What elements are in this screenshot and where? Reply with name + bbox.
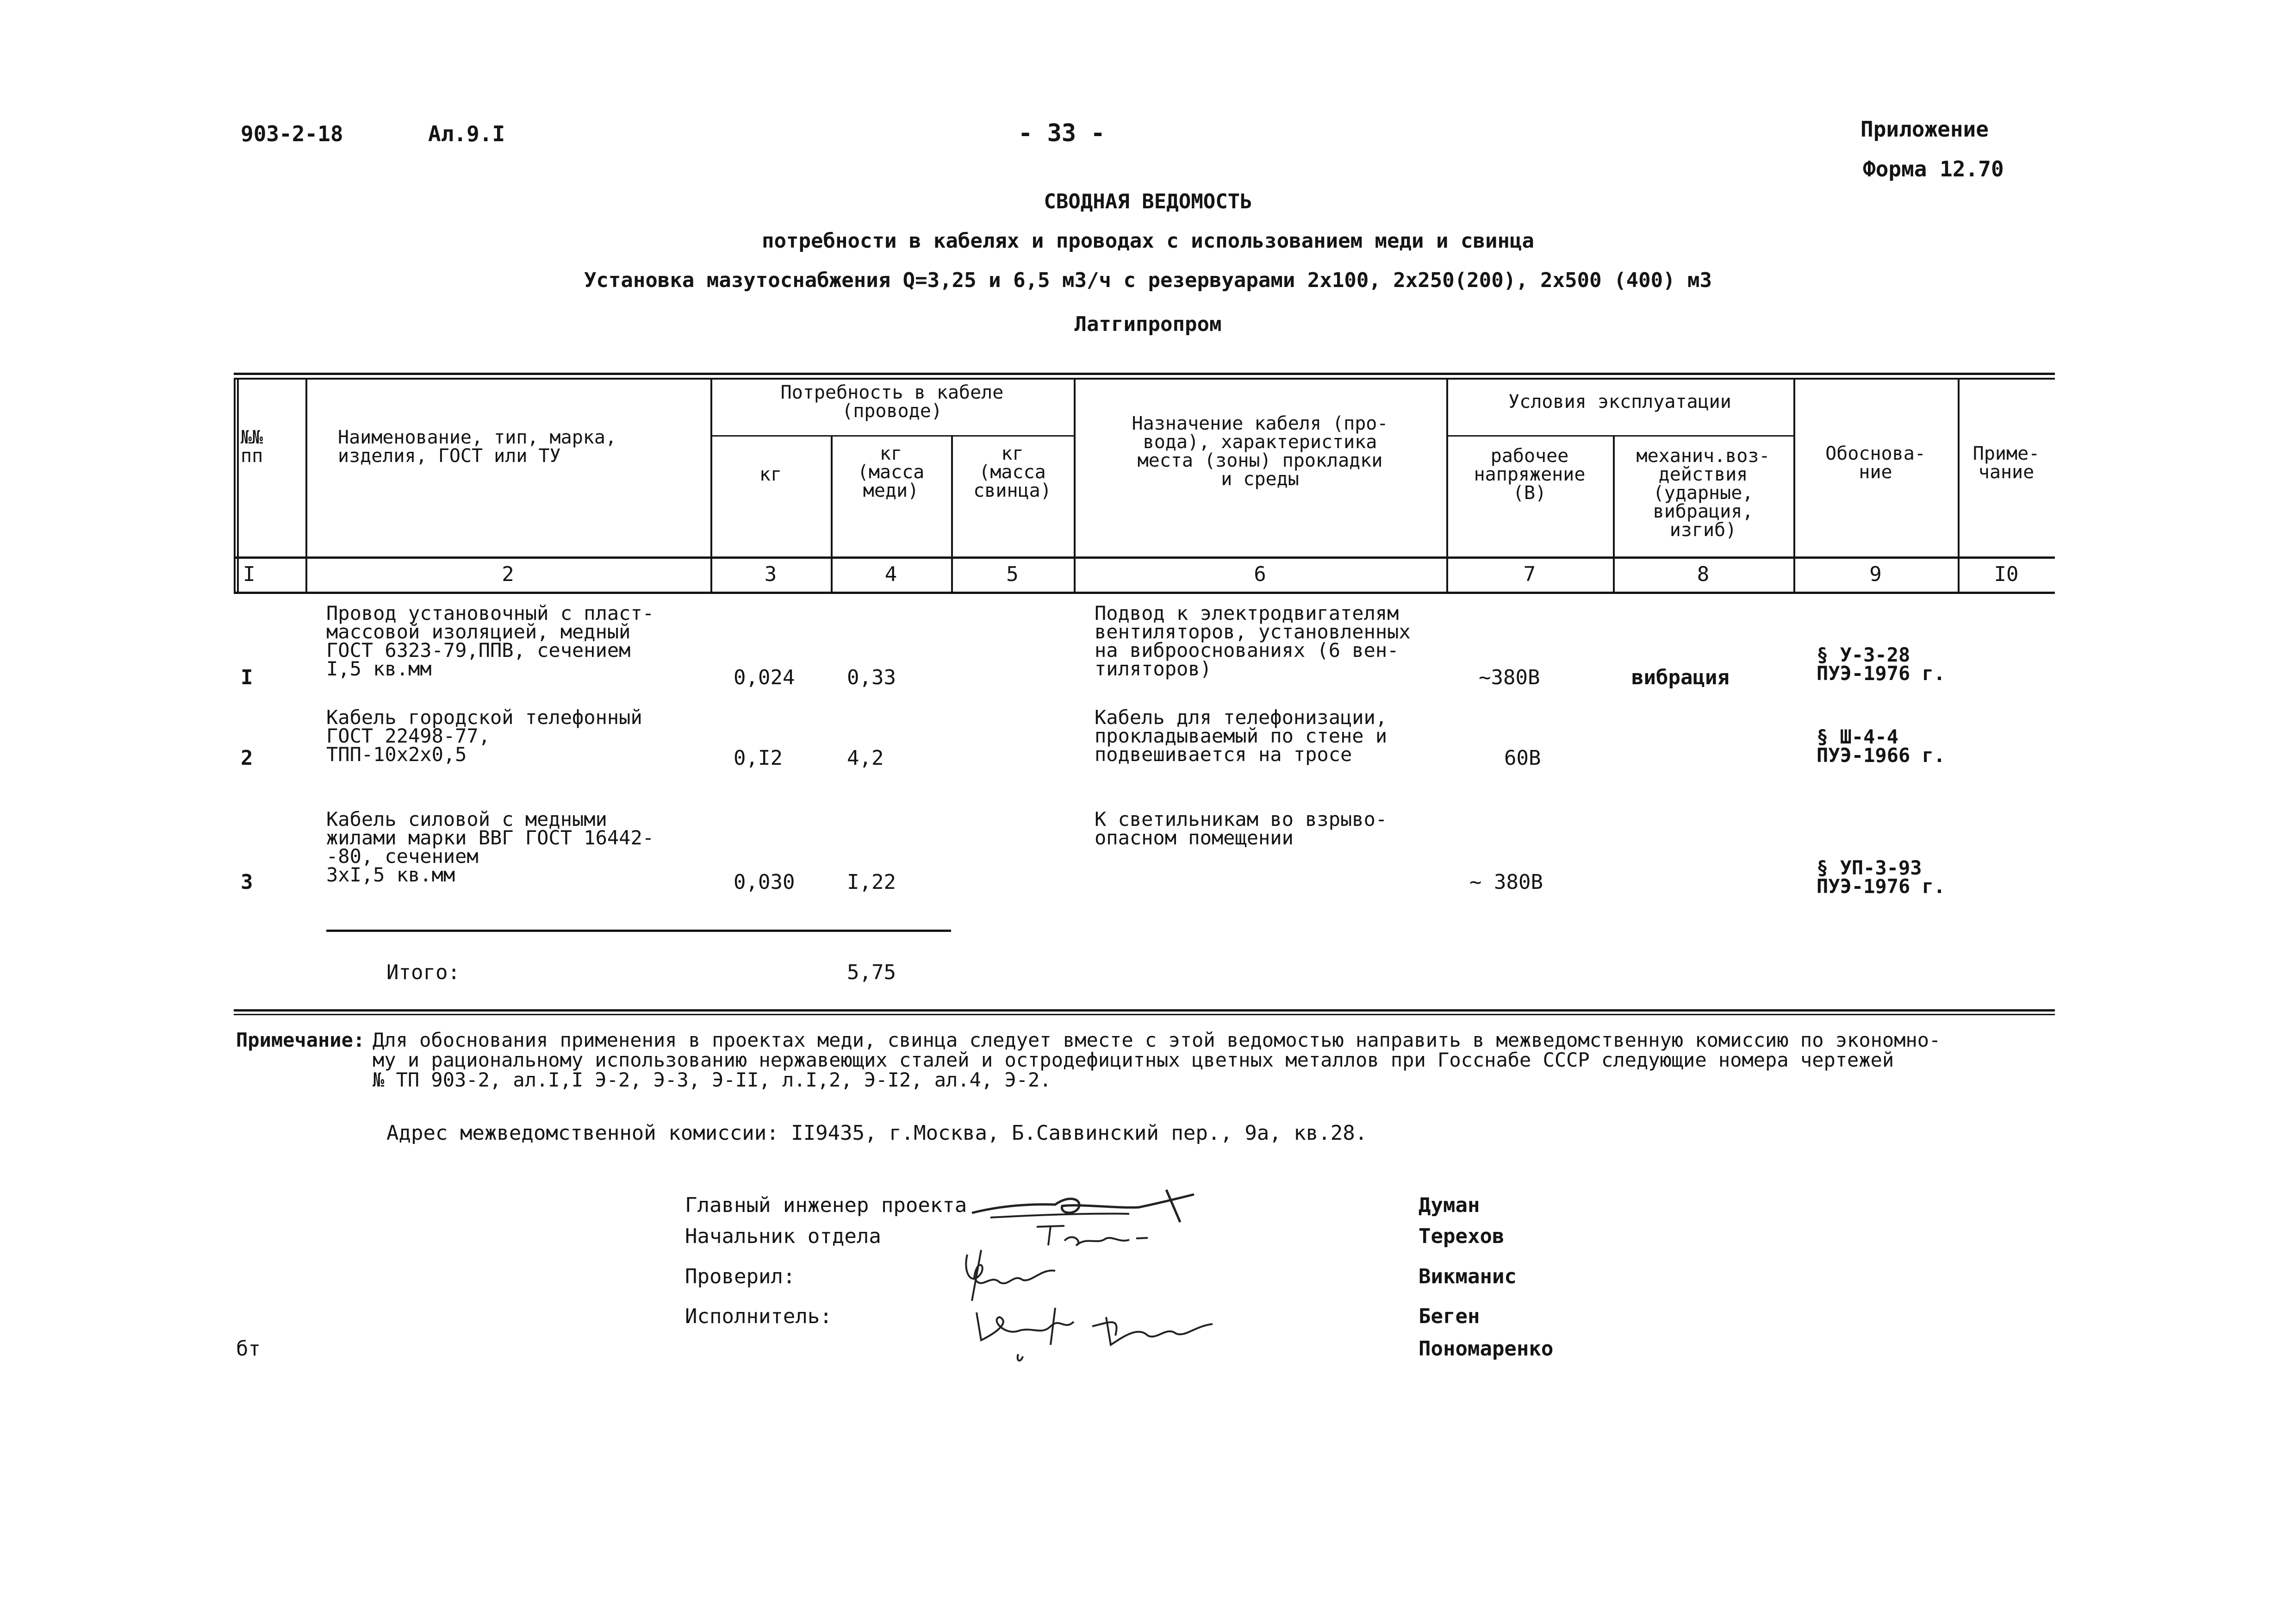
name-department-head: Терехов (1419, 1224, 1505, 1248)
header-bottom-rule (234, 556, 2055, 559)
col-line-0 (234, 380, 236, 593)
footer-mark: бт (236, 1337, 261, 1361)
colnum-7: 7 (1523, 562, 1536, 586)
document-title: СВОДНАЯ ВЕДОМОСТЬ (1044, 190, 1252, 213)
role-executor: Исполнитель: (685, 1305, 832, 1328)
name-executor: Беген (1419, 1305, 1480, 1328)
signature-checked-by (953, 1245, 1074, 1305)
column-number-rule (234, 592, 2055, 594)
colnum-4: 4 (884, 562, 897, 586)
signature-executor (972, 1299, 1231, 1368)
role-checked-by: Проверил: (685, 1265, 796, 1288)
colnum-9: 9 (1869, 562, 1882, 586)
header-purpose: Назначение кабеля (про- вода), характеристика места (зоны) прокладки и среды (1132, 413, 1388, 490)
colnum-6: 6 (1254, 562, 1266, 586)
colnum-5: 5 (1006, 562, 1019, 586)
col-line-4 (951, 436, 953, 593)
row-purpose: Кабель для телефонизации, прокладываемый по стене и подвешивается на тросе (1095, 706, 1388, 766)
table-top-rule (234, 373, 2055, 375)
header-num: №№ пп (241, 427, 263, 467)
col-line-0b (237, 380, 239, 593)
colnum-2: 2 (502, 562, 514, 586)
colnum-10: I0 (1994, 562, 2019, 586)
name-checked-by: Викманис (1419, 1265, 1517, 1288)
row-num: 3 (241, 870, 253, 894)
header-conditions-group: Условия эксплуатации (1508, 391, 1731, 412)
appendix-label: Приложение (1860, 117, 1989, 142)
col-line-5 (1074, 380, 1076, 593)
commission-address: Адрес межведомственной комиссии: II9435, г.Москва, Б.Саввинский пер., 9а, кв.28. (386, 1121, 1368, 1145)
row-purpose: Подвод к электродвигателям вентиляторов, установленных на виброоснованиях (6 вен- тиляторов) (1095, 602, 1411, 680)
header-mech: механич.воз- действия (ударные, вибрация, изгиб) (1636, 445, 1770, 541)
name-chief-engineer: Думан (1419, 1193, 1480, 1217)
name-executor-2: Пономаренко (1419, 1337, 1554, 1361)
row-basis: § У-3-28 ПУЭ-1976 г. (1817, 643, 1946, 685)
col-line-8 (1793, 380, 1795, 593)
col-line-3 (831, 436, 833, 593)
row-copper: 0,33 (847, 666, 896, 689)
row-voltage: 60В (1504, 746, 1541, 770)
row-kg: 0,030 (734, 870, 795, 894)
installation-description: Установка мазутоснабжения Q=3,25 и 6,5 м3/ч с резервуарами 2х100, 2х250(200), 2х500 (400) м3 (584, 269, 1712, 292)
header-kg-copper: кг (масса меди) (857, 443, 925, 501)
role-chief-engineer: Главный инженер проекта (685, 1193, 967, 1217)
col-line-6 (1446, 380, 1448, 593)
row-copper: 4,2 (847, 746, 884, 770)
total-label: Итого: (386, 961, 460, 984)
header-kg-lead: кг (масса свинца) (973, 443, 1052, 501)
row-num: I (241, 666, 253, 689)
page-number: - 33 - (1018, 119, 1105, 147)
colnum-1: I (243, 562, 255, 586)
total-copper: 5,75 (847, 961, 896, 984)
row-name: Кабель силовой с медными жилами марки ВВГ ГОСТ 16442- -80, сечением 3хI,5 кв.мм (326, 808, 654, 886)
col-line-9 (1958, 380, 1960, 593)
form-label: Форма 12.70 (1863, 156, 2004, 181)
document-subtitle: потребности в кабелях и проводах с использованием меди и свинца (762, 229, 1534, 253)
note-line-2: му и рациональному использованию нержавеющих сталей и остродефицитных цветных металлов при Госснабе СССР следующие номера чертежей (373, 1049, 1894, 1071)
row-kg: 0,024 (734, 666, 795, 689)
col-line-2 (710, 380, 712, 593)
header-basis: Обоснова- ние (1825, 443, 1926, 483)
row-purpose: К светильникам во взрыво- опасном помещении (1095, 808, 1388, 849)
table-top-rule-inner (234, 378, 2055, 380)
row-voltage: ~380В (1479, 666, 1540, 689)
colnum-3: 3 (764, 562, 777, 586)
organization-name: Латгипропром (1074, 312, 1222, 336)
note-line-1: Для обоснования применения в проектах меди, свинца следует вместе с этой ведомостью направить в межведомственную комиссию по экономно- (373, 1029, 1941, 1051)
row-name: Провод установочный с пласт- массовой изоляцией, медный ГОСТ 6323-79,ППВ, сечением I,5 кв.мм (326, 602, 654, 680)
col-line-1 (305, 380, 307, 593)
row-basis: § Ш-4-4 ПУЭ-1966 г. (1817, 725, 1946, 767)
header-note: Приме- чание (1972, 443, 2040, 483)
header-kg: кг (759, 464, 782, 485)
need-group-rule (710, 435, 1074, 437)
album-number: Ал.9.I (428, 121, 505, 146)
document-code: 903-2-18 (241, 121, 343, 146)
table-bottom-rule-inner (234, 1014, 2055, 1015)
total-rule (326, 930, 951, 932)
row-kg: 0,I2 (734, 746, 783, 770)
role-department-head: Начальник отдела (685, 1224, 881, 1248)
header-need-group: Потребность в кабеле (проводе) (780, 382, 1004, 422)
header-voltage: рабочее напряжение (В) (1474, 445, 1586, 504)
note-line-3: № ТП 903-2, ал.I,I Э-2, Э-3, Э-II, л.I,2, Э-I2, ал.4, Э-2. (373, 1068, 1052, 1091)
row-copper: I,22 (847, 870, 896, 894)
table-bottom-rule (234, 1009, 2055, 1012)
colnum-8: 8 (1697, 562, 1710, 586)
row-mech: вибрация (1631, 666, 1730, 689)
conditions-group-rule (1446, 435, 1793, 437)
note-label: Примечание: (236, 1029, 365, 1051)
row-basis: § УП-3-93 ПУЭ-1976 г. (1817, 856, 1946, 898)
header-name: Наименование, тип, марка, изделия, ГОСТ или ТУ (338, 427, 617, 467)
row-name: Кабель городской телефонный ГОСТ 22498-77, ТПП-10х2х0,5 (326, 706, 642, 766)
col-line-7 (1613, 436, 1615, 593)
row-voltage: ~ 380В (1469, 870, 1543, 894)
row-num: 2 (241, 746, 253, 770)
